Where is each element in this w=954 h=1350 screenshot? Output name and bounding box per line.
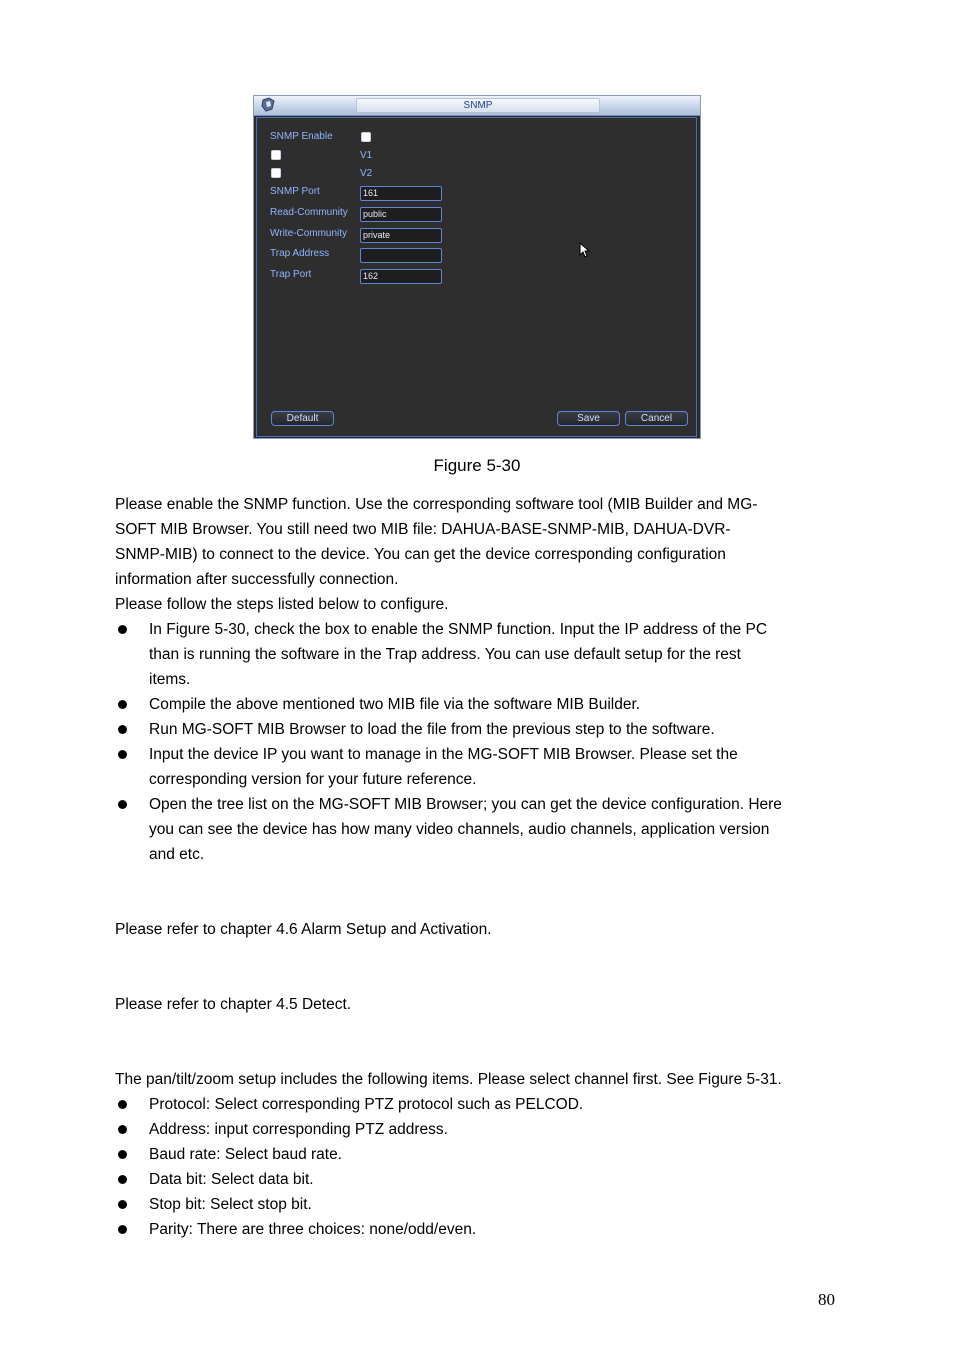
- list-item-line: you can see the device has how many video channels, audio channels, application version: [149, 821, 770, 838]
- list-item-line: Run MG-SOFT MIB Browser to load the file from the previous step to the software.: [149, 721, 715, 738]
- intro-line: SOFT MIB Browser. You still need two MIB file: DAHUA-BASE-SNMP-MIB, DAHUA-DVR-: [115, 521, 731, 538]
- snmp-enable-checkbox[interactable]: [361, 132, 371, 142]
- save-button[interactable]: Save: [557, 411, 620, 426]
- bullet-icon: [118, 1175, 127, 1184]
- list-item: [115, 1092, 583, 1117]
- intro-paragraph: [115, 492, 757, 617]
- list-item-line: Stop bit: Select stop bit.: [149, 1196, 312, 1213]
- list-item: [115, 792, 782, 867]
- trap-address-label: Trap Address: [270, 248, 330, 259]
- list-item-line: Open the tree list on the MG-SOFT MIB Browser; you can get the device configuration. Here: [149, 796, 782, 813]
- cancel-button[interactable]: Cancel: [625, 411, 688, 426]
- bullet-icon: [118, 1225, 127, 1234]
- list-item: [115, 617, 782, 692]
- list-item: [115, 717, 782, 742]
- list-item-line: In Figure 5-30, check the box to enable the SNMP function. Input the IP address of the PC: [149, 621, 768, 638]
- bullet-icon: [118, 800, 127, 809]
- bullet-icon: [118, 750, 127, 759]
- trap-port-label: Trap Port: [270, 269, 312, 280]
- list-item-line: than is running the software in the Trap address. You can use default setup for the rest: [149, 646, 741, 663]
- snmp-port-label: SNMP Port: [270, 186, 320, 197]
- list-item: [115, 692, 782, 717]
- v2-label: V2: [360, 168, 373, 179]
- snmp-settings-panel: [256, 117, 697, 437]
- list-item: [115, 1117, 583, 1142]
- ptz-intro: The pan/tilt/zoom setup includes the following items. Please select channel first. See Figure 5-31.: [115, 1071, 782, 1088]
- read-community-field[interactable]: public: [360, 207, 442, 222]
- list-item-line: Parity: There are three choices: none/odd/even.: [149, 1221, 477, 1238]
- default-button[interactable]: Default: [271, 411, 334, 426]
- list-item: [115, 742, 782, 792]
- trap-address-field[interactable]: [360, 248, 442, 263]
- list-item-line: Protocol: Select corresponding PTZ protocol such as PELCOD.: [149, 1096, 584, 1113]
- ptz-items-list: [115, 1092, 583, 1242]
- snmp-port-field[interactable]: 161: [360, 186, 442, 201]
- write-community-field[interactable]: private: [360, 228, 442, 243]
- snmp-enable-label: SNMP Enable: [270, 131, 333, 142]
- bullet-icon: [118, 1150, 127, 1159]
- detect-reference: Please refer to chapter 4.5 Detect.: [115, 996, 352, 1013]
- figure-caption: Figure 5-30: [433, 456, 521, 475]
- dialog-titlebar: [254, 96, 700, 116]
- list-item-line: corresponding version for your future reference.: [149, 771, 477, 788]
- page-number: 80: [818, 1290, 835, 1309]
- bullet-icon: [118, 700, 127, 709]
- v2-checkbox[interactable]: [271, 168, 281, 178]
- list-item: [115, 1167, 583, 1192]
- list-item-line: and etc.: [149, 846, 205, 863]
- read-community-label: Read-Community: [270, 207, 348, 218]
- bullet-icon: [118, 1100, 127, 1109]
- mouse-cursor-icon: [579, 242, 590, 258]
- intro-line: information after successfully connection.: [115, 571, 399, 588]
- v1-label: V1: [360, 150, 373, 161]
- list-item-line: Data bit: Select data bit.: [149, 1171, 314, 1188]
- alarm-reference: Please refer to chapter 4.6 Alarm Setup and Activation.: [115, 921, 492, 938]
- list-item: [115, 1192, 583, 1217]
- list-item: [115, 1217, 583, 1242]
- intro-line: SNMP-MIB) to connect to the device. You can get the device corresponding configuration: [115, 546, 726, 563]
- list-item-line: Compile the above mentioned two MIB file via the software MIB Builder.: [149, 696, 641, 713]
- bullet-icon: [118, 725, 127, 734]
- intro-line: Please enable the SNMP function. Use the corresponding software tool (MIB Builder and MG-: [115, 496, 758, 513]
- bullet-icon: [118, 1200, 127, 1209]
- list-item-line: Address: input corresponding PTZ address.: [149, 1121, 448, 1138]
- snmp-dialog-screenshot: [253, 95, 701, 439]
- list-item-line: Input the device IP you want to manage in the MG-SOFT MIB Browser. Please set the: [149, 746, 738, 763]
- v1-checkbox[interactable]: [271, 150, 281, 160]
- list-item-line: Baud rate: Select baud rate.: [149, 1146, 343, 1163]
- dialog-title: SNMP: [356, 98, 600, 113]
- bullet-icon: [118, 1125, 127, 1134]
- configuration-steps-list: [115, 617, 782, 867]
- bullet-icon: [118, 625, 127, 634]
- write-community-label: Write-Community: [270, 228, 348, 239]
- list-item-line: items.: [149, 671, 191, 688]
- app-logo-icon: [260, 97, 278, 113]
- list-item: [115, 1142, 583, 1167]
- trap-port-field[interactable]: 162: [360, 269, 442, 284]
- intro-line: Please follow the steps listed below to configure.: [115, 596, 449, 613]
